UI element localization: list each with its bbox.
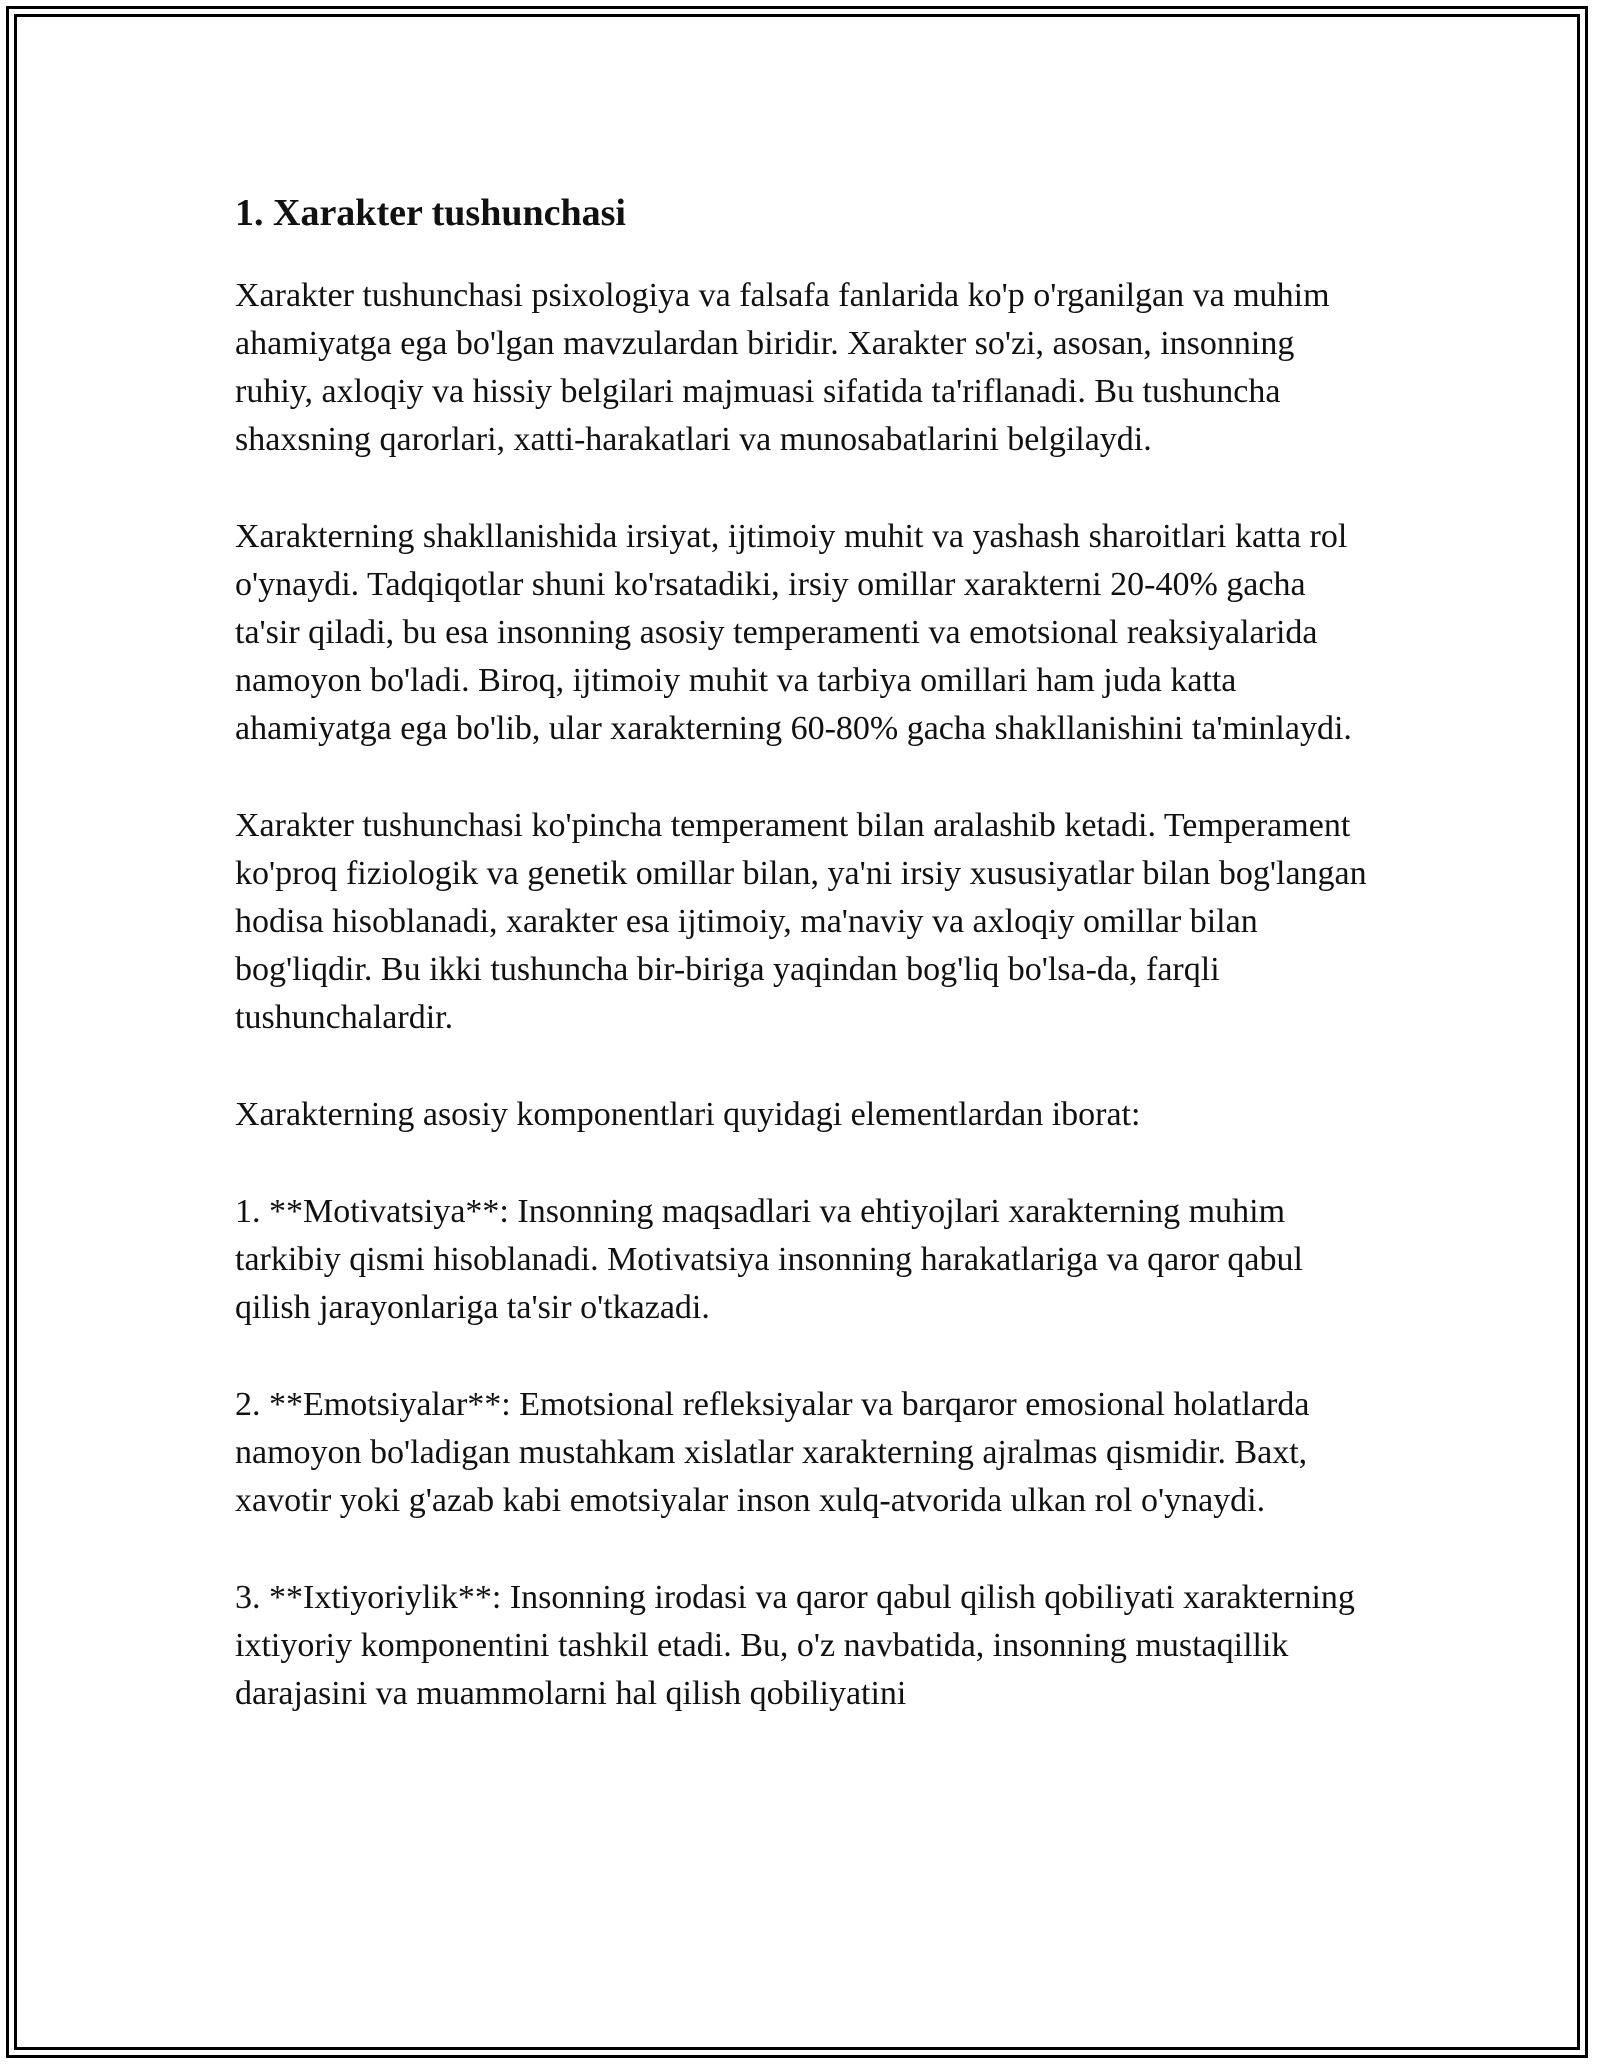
paragraph-components-intro: Xarakterning asosiy komponentlari quyidagi elementlardan iborat: [235,1096,1141,1133]
document-body [235,184,1375,1767]
list-item-emotions: 2. **Emotsiyalar**: Emotsional refleksiyalar va barqaror emosional holatlarda namoyon bo'ladigan mustahkam xislatlar xarakterning ajralmas qismidir. Baxt, xavotir yoki g'azab kabi emotsiyalar inson xulq-atvorida ulkan rol o'ynaydi. [235,1386,1310,1519]
section-heading: 1. Xarakter tushunchasi [235,192,626,234]
list-item-motivation: 1. **Motivatsiya**: Insonning maqsadlari va ehtiyojlari xarakterning muhim tarkibiy qismi hisoblanadi. Motivatsiya insonning harakatlariga va qaror qabul qilish jarayonlariga ta'sir o'tkazadi. [235,1193,1303,1326]
paragraph-intro: Xarakter tushunchasi psixologiya va falsafa fanlarida ko'p o'rganilgan va muhim ahamiyatga ega bo'lgan mavzulardan biridir. Xarakter so'zi, asosan, insonning ruhiy, axloqiy va hissiy belgilari majmuasi sifatida ta'riflanadi. Bu tushuncha shaxsning qarorlari, xatti-harakatlari va munosabatlarini belgilaydi. [235,277,1330,458]
paragraph-temperament: Xarakter tushunchasi ko'pincha temperament bilan aralashib ketadi. Temperament ko'proq fiziologik va genetik omillar bilan, ya'ni irsiy xususiyatlar bilan bog'langan hodisa hisoblanadi, xarakter esa ijtimoiy, ma'naviy va axloqiy omillar bilan bog'liqdir. Bu ikki tushuncha bir-biriga yaqindan bog'liq bo'lsa-da, farqli tushunchalardir. [235,807,1367,1036]
list-item-volition: 3. **Ixtiyoriylik**: Insonning irodasi va qaror qabul qilish qobiliyati xarakterning ixtiyoriy komponentini tashkil etadi. Bu, o'z navbatida, insonning mustaqillik darajasini va muammolarni hal qilish qobiliyatini [235,1579,1355,1712]
paragraph-formation: Xarakterning shakllanishida irsiyat, ijtimoiy muhit va yashash sharoitlari katta rol o'ynaydi. Tadqiqotlar shuni ko'rsatadiki, irsiy omillar xarakterni 20-40% gacha ta'sir qiladi, bu esa insonning asosiy temperamenti va emotsional reaksiyalarida namoyon bo'ladi. Biroq, ijtimoiy muhit va tarbiya omillari ham juda katta ahamiyatga ega bo'lib, ular xarakterning 60-80% gacha shakllanishini ta'minlaydi. [235,518,1352,747]
